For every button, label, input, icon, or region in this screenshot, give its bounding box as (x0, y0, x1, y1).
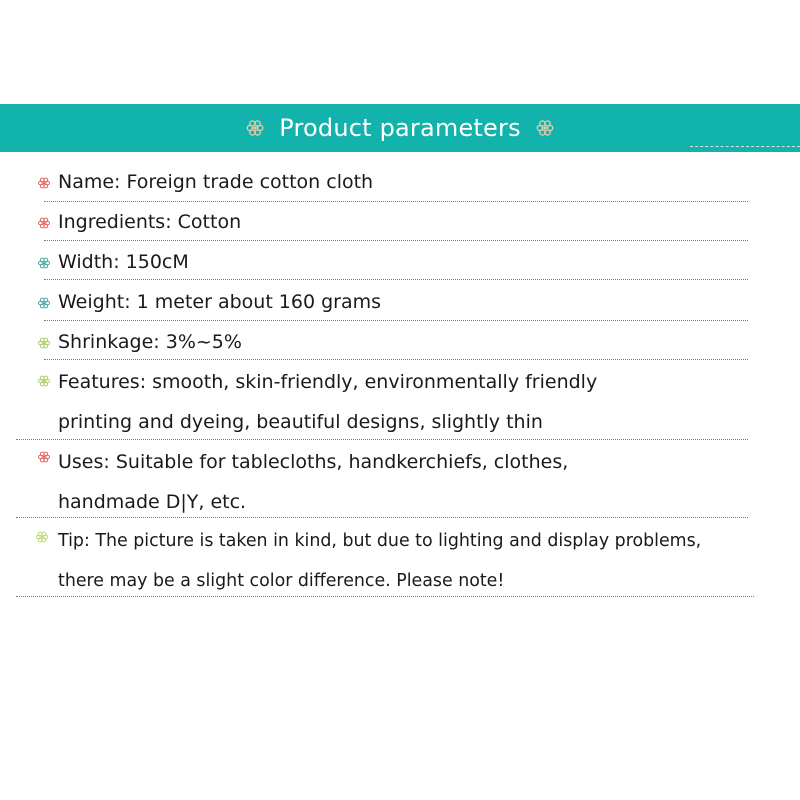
param-line: Name: Foreign trade cotton cloth (58, 171, 374, 193)
flower-bullet-icon (37, 296, 51, 310)
flower-bullet-icon (37, 256, 51, 270)
row-separator (44, 279, 748, 280)
flower-bullet-icon (37, 336, 51, 350)
param-line: Features: smooth, skin-friendly, environmentally friendly (58, 371, 598, 393)
row-separator (16, 439, 748, 440)
flower-bullet-icon (37, 374, 51, 388)
param-line: Weight: 1 meter about 160 grams (58, 291, 382, 313)
row-separator (44, 359, 748, 360)
param-line: there may be a slight color difference. Please note! (58, 571, 505, 591)
param-line: printing and dyeing, beautiful designs, slightly thin (58, 411, 543, 433)
param-line: handmade D|Y, etc. (58, 491, 247, 513)
param-line: Shrinkage: 3%~5% (58, 331, 242, 353)
param-line: Width: 150cM (58, 251, 189, 273)
flower-bullet-icon (35, 530, 49, 544)
param-line: Tip: The picture is taken in kind, but due to lighting and display problems, (58, 531, 702, 551)
page-title: Product parameters (279, 114, 521, 142)
flower-bullet-icon (37, 176, 51, 190)
param-line: Ingredients: Cotton (58, 211, 242, 233)
flower-bullet-icon (37, 450, 51, 464)
row-separator (44, 320, 748, 321)
row-separator (16, 596, 754, 597)
row-separator (16, 517, 748, 518)
param-line: Uses: Suitable for tablecloths, handkerchiefs, clothes, (58, 451, 569, 473)
row-separator (44, 240, 748, 241)
row-separator (44, 201, 748, 202)
flower-bullet-icon (37, 216, 51, 230)
